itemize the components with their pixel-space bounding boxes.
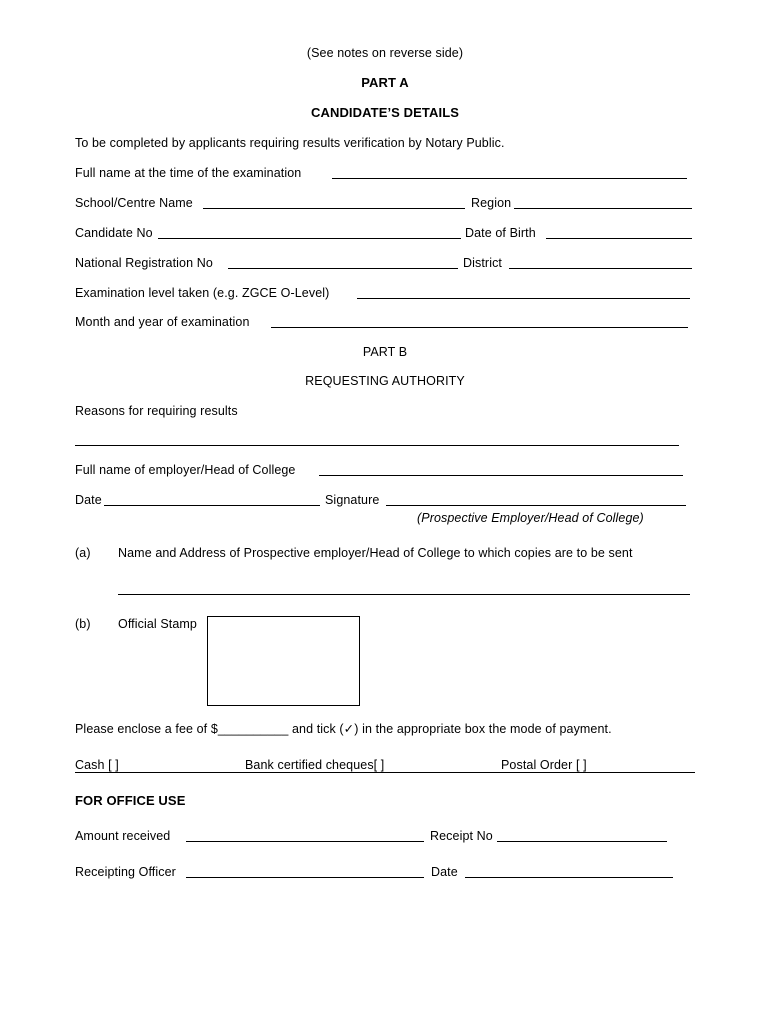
exam-level-line[interactable]: [357, 298, 690, 299]
receipting-officer-label: Receipting Officer: [75, 865, 176, 879]
cash-option[interactable]: Cash [ ]: [75, 758, 119, 772]
dob-label: Date of Birth: [465, 226, 536, 240]
amount-received-line[interactable]: [186, 841, 424, 842]
nrc-line[interactable]: [228, 268, 458, 269]
signature-caption: (Prospective Employer/Head of College): [417, 511, 644, 525]
reverse-side-note: (See notes on reverse side): [306, 46, 464, 60]
amount-received-label: Amount received: [75, 829, 171, 843]
receipting-officer-line[interactable]: [186, 877, 424, 878]
candidate-details-heading: CANDIDATE’S DETAILS: [310, 105, 460, 120]
part-a-heading: PART A: [361, 75, 409, 90]
dob-line[interactable]: [546, 238, 692, 239]
region-line[interactable]: [514, 208, 692, 209]
item-a-text: Name and Address of Prospective employer/Head of College to which copies are to be sent: [118, 546, 633, 560]
item-a-marker: (a): [75, 546, 91, 560]
employer-address-line[interactable]: [118, 594, 690, 595]
receipt-no-line[interactable]: [497, 841, 667, 842]
payment-divider: [75, 772, 695, 773]
item-b-text: Official Stamp: [118, 617, 197, 631]
requesting-authority-heading: REQUESTING AUTHORITY: [305, 374, 465, 388]
part-b-heading: PART B: [362, 345, 408, 359]
month-year-label: Month and year of examination: [75, 315, 250, 329]
district-line[interactable]: [509, 268, 692, 269]
receipt-no-label: Receipt No: [430, 829, 493, 843]
signature-label: Signature: [325, 493, 380, 507]
employer-name-line[interactable]: [319, 475, 683, 476]
item-b-marker: (b): [75, 617, 91, 631]
school-line[interactable]: [203, 208, 465, 209]
nrc-label: National Registration No: [75, 256, 213, 270]
office-use-heading: FOR OFFICE USE: [75, 793, 186, 808]
school-label: School/Centre Name: [75, 196, 193, 210]
postal-order-option[interactable]: Postal Order [ ]: [501, 758, 587, 772]
month-year-line[interactable]: [271, 327, 688, 328]
bank-cheque-option[interactable]: Bank certified cheques[ ]: [245, 758, 385, 772]
district-label: District: [463, 256, 502, 270]
employer-name-label: Full name of employer/Head of College: [75, 463, 296, 477]
candidate-no-line[interactable]: [158, 238, 461, 239]
reasons-line[interactable]: [75, 445, 679, 446]
full-name-line[interactable]: [332, 178, 687, 179]
region-label: Region: [471, 196, 512, 210]
office-date-line[interactable]: [465, 877, 673, 878]
reasons-label: Reasons for requiring results: [75, 404, 238, 418]
date-label: Date: [75, 493, 102, 507]
part-a-intro: To be completed by applicants requiring results verification by Notary Public.: [75, 136, 505, 150]
date-line[interactable]: [104, 505, 320, 506]
official-stamp-box[interactable]: [207, 616, 360, 706]
office-date-label: Date: [431, 865, 458, 879]
exam-level-label: Examination level taken (e.g. ZGCE O-Level): [75, 286, 330, 300]
fee-instruction: Please enclose a fee of $__________ and tick (✓) in the appropriate box the mode of payment.: [75, 722, 612, 736]
signature-line[interactable]: [386, 505, 686, 506]
full-name-label: Full name at the time of the examination: [75, 166, 302, 180]
candidate-no-label: Candidate No: [75, 226, 153, 240]
